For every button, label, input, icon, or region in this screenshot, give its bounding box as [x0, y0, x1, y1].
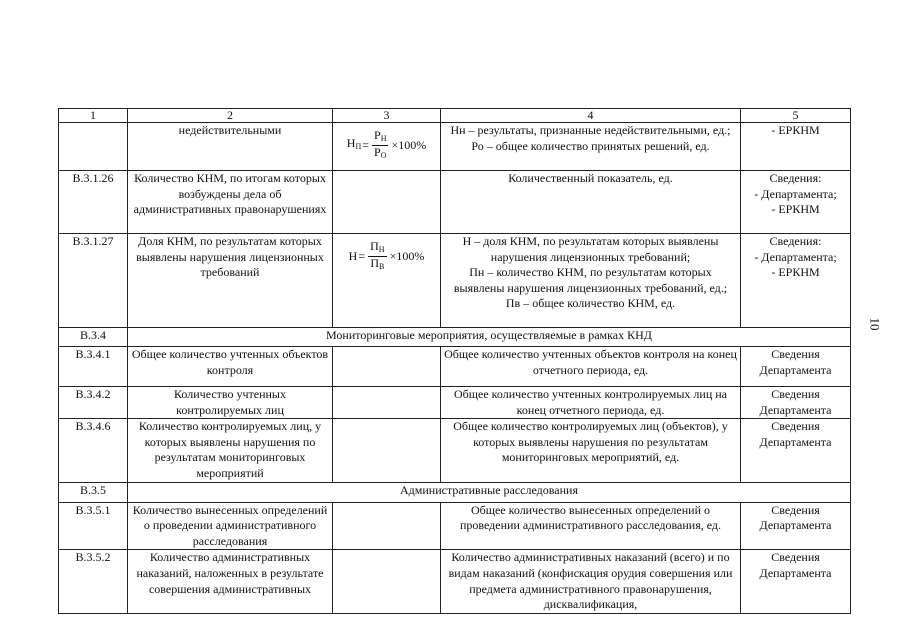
source-line: - Департамента;: [754, 186, 837, 201]
source-line: Сведения:: [769, 234, 822, 248]
formula-cell: [333, 347, 441, 387]
indicator-name: Количество КНМ, по итогам которых возбуждены дела об административных правонарушениях: [128, 171, 333, 234]
formula-cell: [333, 550, 441, 613]
formula-lhs: [347, 136, 361, 155]
source-cell: [741, 123, 851, 171]
indicator-table: [58, 108, 851, 614]
table-row: [59, 123, 851, 171]
source-cell: [741, 171, 851, 234]
section-title: Мониторинговые мероприятия, осуществляемые в рамках КНД: [128, 328, 851, 347]
description-line: Общее количество вынесенных определений о проведении административного расследования, ед.: [460, 502, 721, 533]
indicator-name: Количество контролируемых лиц, у которых выявлены нарушения по результатам мониторинговых мероприятий: [128, 419, 333, 482]
numerator-symbol: П: [370, 239, 379, 253]
formula-multiplier: ×100%: [389, 248, 425, 263]
source-line: Департамента: [759, 402, 832, 417]
indicator-name: Количество административных наказаний, наложенных в результате совершения административных: [128, 550, 333, 613]
source-line: Сведения: [771, 419, 820, 434]
description-cell: [441, 171, 741, 234]
indicator-name: Количество учтенных контролируемых лиц: [128, 387, 333, 419]
description-cell: [441, 387, 741, 419]
formula-denominator: [368, 257, 386, 273]
source-cell: [741, 387, 851, 419]
indicator-code: В.3.1.27: [59, 234, 128, 328]
formula-equals: =: [362, 137, 369, 152]
description-line: Н – доля КНМ, по результатам которых выявлены нарушения лицензионных требований;: [462, 234, 719, 264]
source-line: Департамента: [759, 565, 832, 580]
indicator-name: недействительными: [128, 123, 333, 171]
formula-cell: [333, 387, 441, 419]
source-cell: [741, 234, 851, 328]
indicator-name: Доля КНМ, по результатам которых выявлены нарушения лицензионных требований: [128, 234, 333, 328]
description-cell: [441, 234, 741, 328]
table-row: [59, 171, 851, 234]
denominator-sub: В: [379, 262, 385, 271]
description-line: Количественный показатель, ед.: [508, 171, 673, 185]
formula-equals: =: [358, 248, 366, 263]
source-line: Сведения: [771, 550, 820, 565]
section-title: Административные расследования: [128, 482, 851, 502]
source-line: Департамента: [759, 362, 832, 377]
formula-cell: [333, 171, 441, 234]
header-cell: 4: [441, 109, 741, 123]
table-row: [59, 347, 851, 387]
description-line: Общее количество контролируемых лиц (объектов), у которых выявлены нарушения по результатам мониторинговых мероприятий, ед.: [453, 419, 728, 465]
header-cell: 2: [128, 109, 333, 123]
description-line: Общее количество учтенных контролируемых лиц на конец отчетного периода, ед.: [454, 387, 727, 417]
formula-numerator: [368, 240, 386, 257]
description-line: Пв – общее количество КНМ, ед.: [505, 296, 676, 311]
description-cell: [441, 502, 741, 550]
description-line: Пн – количество КНМ, по результатам которых выявлены нарушения лицензионных требований, ед.;: [453, 265, 728, 295]
formula: [347, 129, 426, 162]
formula-numerator: [372, 129, 388, 146]
numerator-sub: Н: [378, 245, 385, 254]
source-cell: [741, 347, 851, 387]
denominator-symbol: P: [374, 145, 381, 159]
source-line: Сведения: [771, 387, 820, 401]
table-row: [59, 234, 851, 328]
table-row: [59, 387, 851, 419]
formula-fraction: [372, 129, 388, 162]
formula-lhs-main: H: [348, 248, 358, 263]
source-cell: [741, 550, 851, 613]
description-line: Количество административных наказаний (всего) и по видам наказаний (конфискация орудия совершения или предмета административного правонарушения, дисквалификация,: [448, 550, 733, 612]
denominator-symbol: П: [370, 256, 379, 270]
description-cell: [441, 419, 741, 482]
indicator-code: [59, 123, 128, 171]
header-cell: 3: [333, 109, 441, 123]
indicator-code: В.3.4.2: [59, 387, 128, 419]
description-cell: [441, 123, 741, 171]
table-row: [59, 419, 851, 482]
formula-cell: [333, 502, 441, 550]
source-line: Сведения: [771, 347, 820, 361]
denominator-sub: O: [380, 151, 387, 160]
source-line: - ЕРКНМ: [771, 202, 820, 217]
numerator-symbol: P: [374, 128, 381, 142]
table-row: [59, 550, 851, 613]
source-cell: [741, 419, 851, 482]
formula-cell: [333, 123, 441, 171]
description-line: Нн – результаты, признанные недействительными, ед.;: [450, 123, 731, 137]
table-header-row: [59, 109, 851, 123]
source-line: Департамента: [759, 434, 832, 449]
formula-cell: [333, 234, 441, 328]
formula-lhs-sub: П: [355, 142, 362, 152]
formula: [349, 240, 425, 273]
indicator-code: В.3.1.26: [59, 171, 128, 234]
section-row: [59, 328, 851, 347]
formula-lhs: [349, 249, 358, 265]
indicator-code: В.3.4.1: [59, 347, 128, 387]
source-line: Сведения:: [769, 171, 822, 185]
source-line: Сведения: [771, 502, 820, 517]
source-line: - Департамента;: [754, 249, 837, 264]
indicator-name: Количество вынесенных определений о проведении административного расследования: [128, 502, 333, 550]
indicator-name: Общее количество учтенных объектов контроля: [128, 347, 333, 387]
table-row: [59, 502, 851, 550]
page-number: 10: [867, 317, 883, 331]
formula-lhs-main: H: [346, 136, 356, 151]
description-cell: [441, 347, 741, 387]
section-code: В.3.5: [59, 482, 128, 502]
formula-denominator: [372, 146, 388, 162]
numerator-sub: H: [380, 134, 387, 143]
formula-cell: [333, 419, 441, 482]
formula-fraction: [368, 240, 386, 273]
description-line: Ро – общее количество принятых решений, ед.: [471, 138, 710, 153]
formula-multiplier: ×100%: [391, 137, 427, 152]
indicator-code: В.3.5.2: [59, 550, 128, 613]
source-line: Департамента: [759, 518, 832, 533]
description-line: Общее количество учтенных объектов контроля на конец отчетного периода, ед.: [444, 347, 737, 377]
header-cell: 1: [59, 109, 128, 123]
indicator-code: В.3.4.6: [59, 419, 128, 482]
source-line: - ЕРКНМ: [771, 265, 820, 280]
section-row: [59, 482, 851, 502]
source-cell: [741, 502, 851, 550]
header-cell: 5: [741, 109, 851, 123]
indicator-code: В.3.5.1: [59, 502, 128, 550]
section-code: В.3.4: [59, 328, 128, 347]
description-cell: [441, 550, 741, 613]
source-line: - ЕРКНМ: [771, 123, 820, 137]
